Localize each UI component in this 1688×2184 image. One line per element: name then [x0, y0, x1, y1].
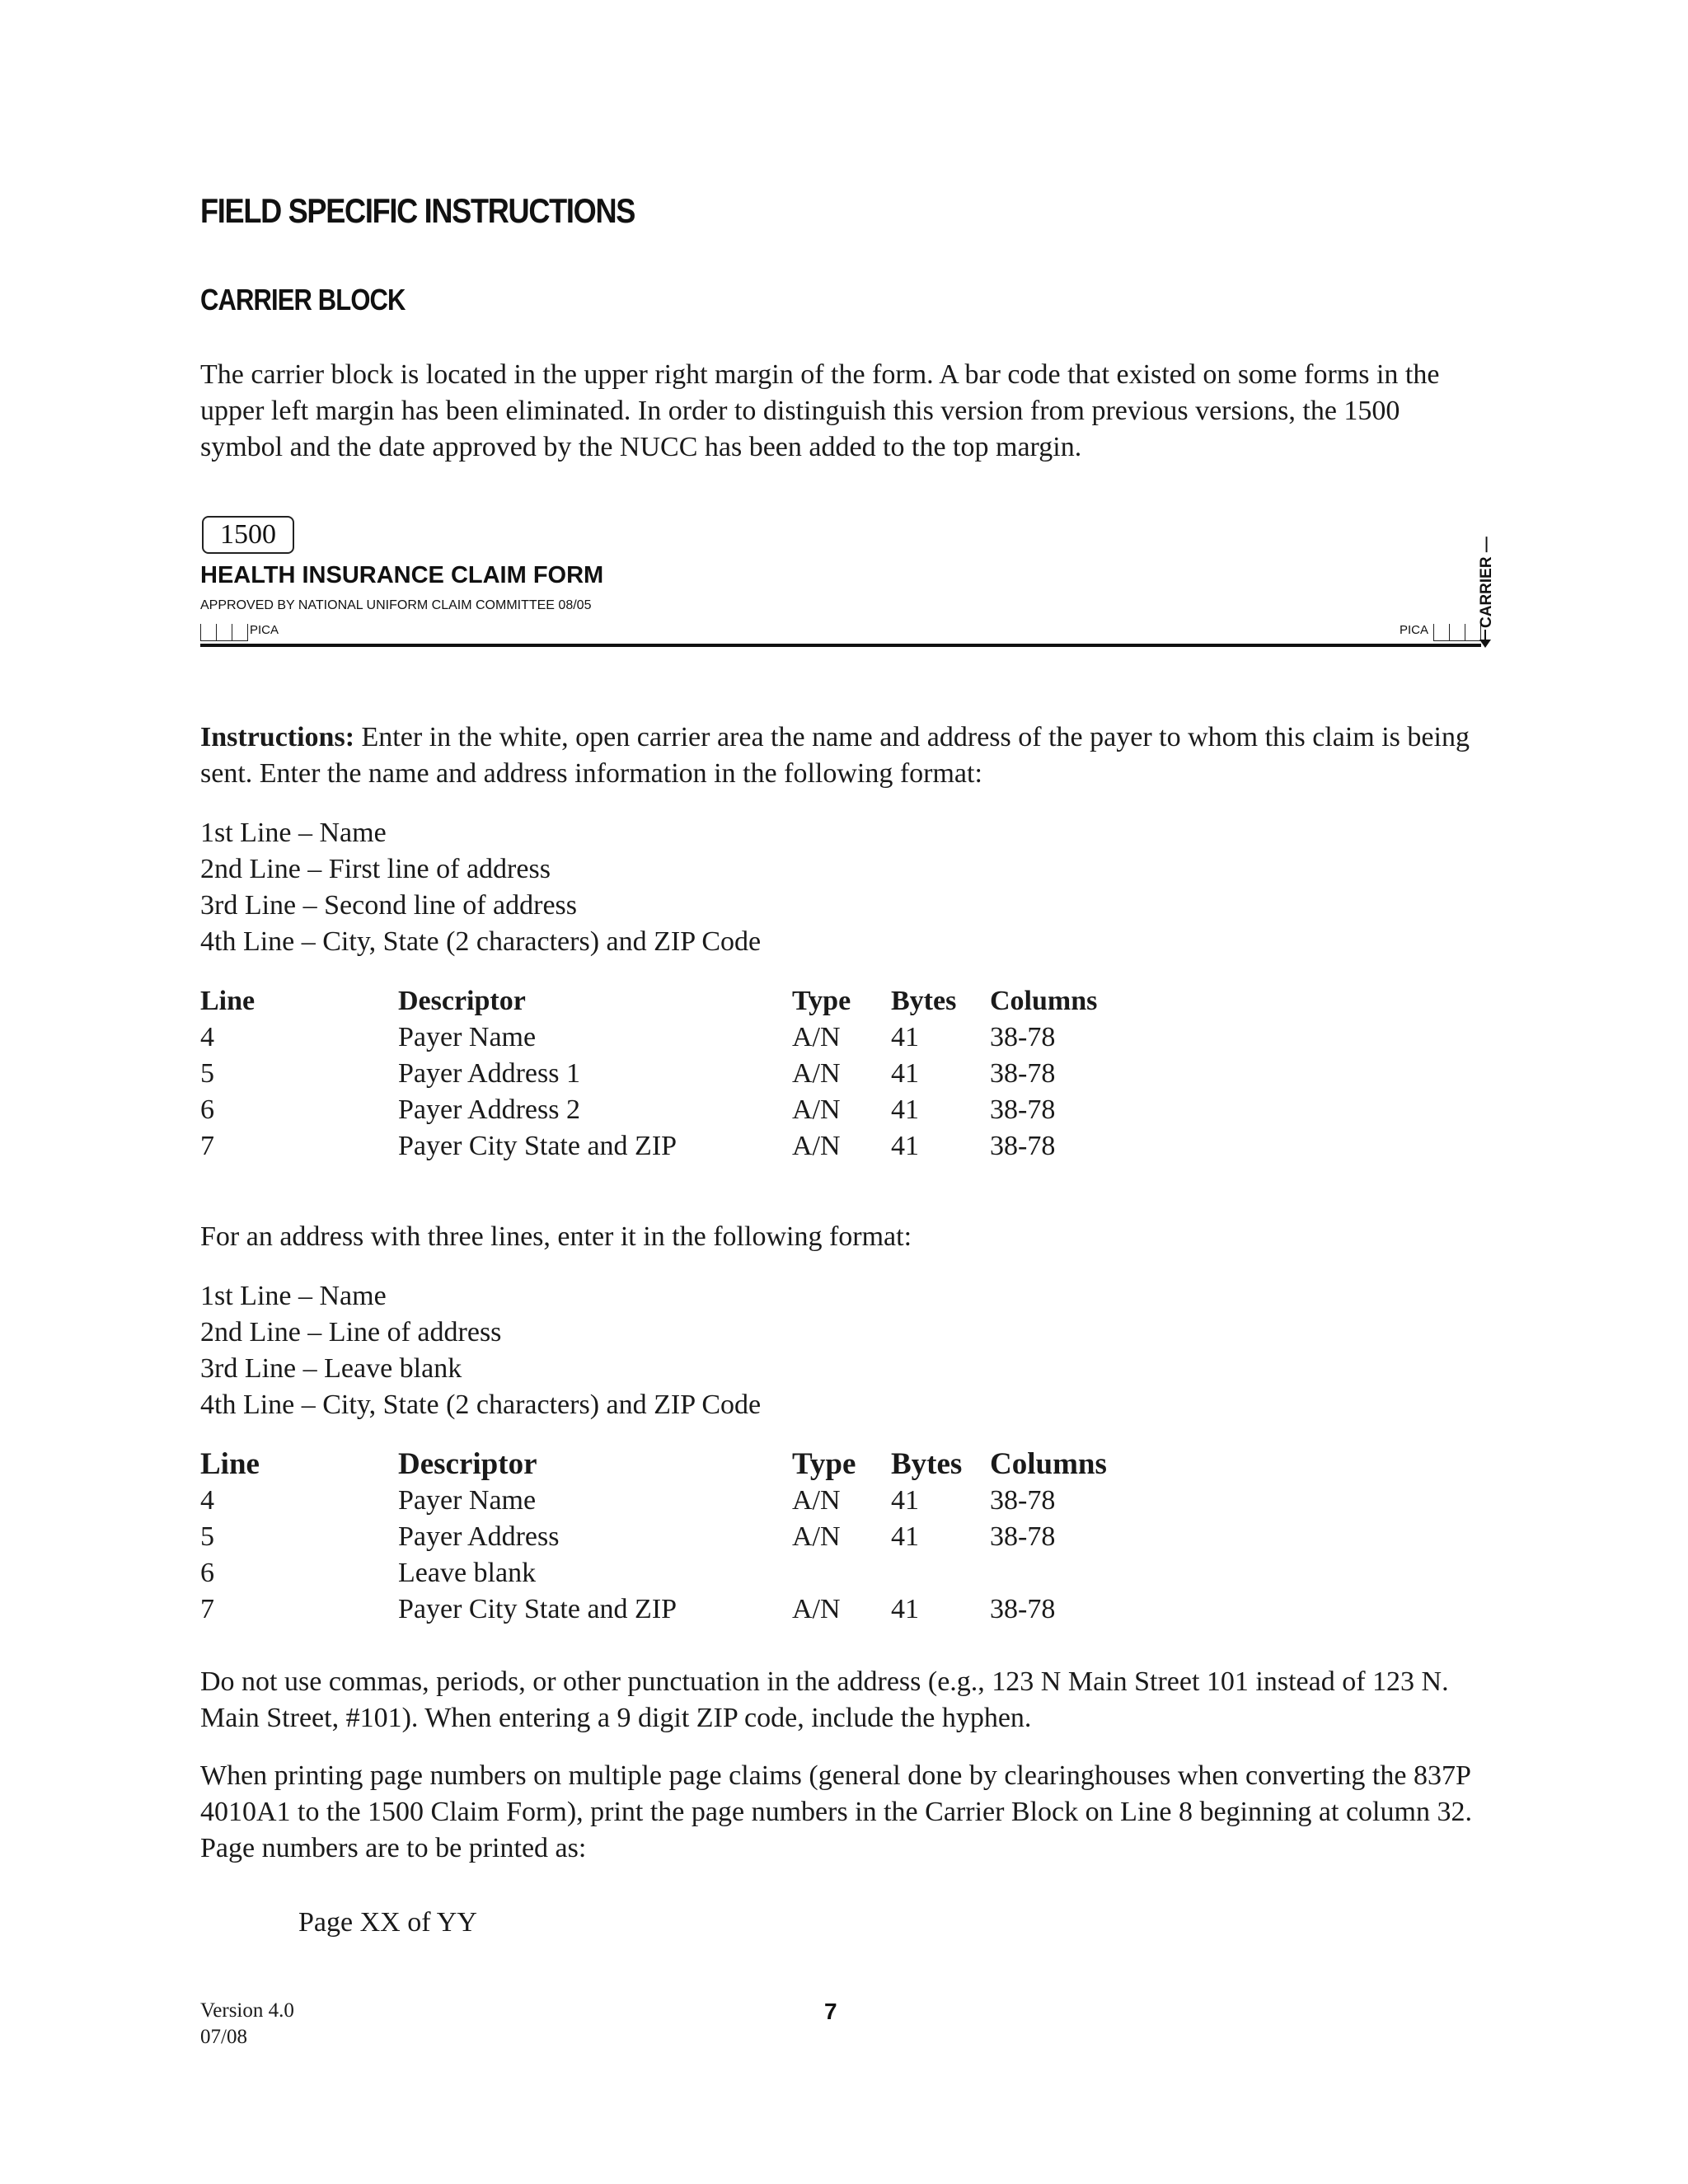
pica-right — [1400, 623, 1481, 641]
carrier-label: CARRIER — — [1478, 537, 1495, 628]
cell-descriptor: Payer City State and ZIP — [398, 1594, 678, 1624]
cell-bytes — [891, 1555, 990, 1591]
form-top-rule — [200, 644, 1481, 647]
cell-columns: 38-78 — [990, 1058, 1056, 1089]
cell-line: 7 — [200, 1131, 214, 1161]
column-header-descriptor: Descriptor — [398, 1447, 537, 1481]
cell-bytes: 41 — [891, 1131, 919, 1161]
cell-columns: 38-78 — [990, 1485, 1056, 1516]
cell-columns: 38-78 — [990, 1131, 1056, 1161]
cell-columns: 38-78 — [990, 1521, 1056, 1552]
cell-columns: 38-78 — [990, 1594, 1056, 1624]
column-header-type: Type — [792, 986, 851, 1016]
carrier-marker — [1471, 516, 1503, 648]
column-header-bytes: Bytes — [891, 1447, 963, 1481]
cell-bytes: 41 — [891, 1022, 919, 1052]
table-header-row — [200, 1446, 1155, 1483]
list-item: 1st Line – Name — [200, 1281, 387, 1311]
cell-descriptor: Payer Address 1 — [398, 1058, 580, 1089]
list-item: 2nd Line – Line of address — [200, 1317, 502, 1347]
cell-columns — [990, 1555, 1155, 1591]
page-number: 7 — [824, 1999, 837, 2024]
list-item: 3rd Line – Second line of address — [200, 890, 577, 921]
cell-descriptor: Payer Address 2 — [398, 1094, 580, 1125]
instructions-label: Instructions: — [200, 722, 355, 752]
cell-line: 4 — [200, 1022, 214, 1052]
column-header-descriptor: Descriptor — [398, 986, 526, 1016]
cell-line: 7 — [200, 1594, 214, 1624]
page-title: FIELD SPECIFIC INSTRUCTIONS — [200, 191, 635, 230]
cell-line: 5 — [200, 1521, 214, 1552]
three-line-intro: For an address with three lines, enter it in the following format: — [200, 1221, 912, 1252]
cell-columns: 38-78 — [990, 1022, 1056, 1052]
column-header-bytes: Bytes — [891, 986, 957, 1016]
footer-version-block — [200, 1998, 294, 2050]
cell-bytes: 41 — [891, 1594, 919, 1624]
cell-bytes: 41 — [891, 1058, 919, 1089]
pica-left-label: PICA — [250, 623, 279, 637]
paging-note: When printing page numbers on multiple page claims (general done by clearinghouses when converting the 837P 4010A1 to the 1500 Claim Form), print the page numbers in the Carrier Block on Line 8 beginning at column 32. Page numbers are to be printed as: — [200, 1760, 1472, 1863]
instructions-paragraph — [200, 719, 1486, 792]
list-item: 3rd Line – Leave blank — [200, 1353, 462, 1384]
table-header-row — [200, 983, 1155, 1019]
cell-descriptor: Payer Name — [398, 1022, 537, 1052]
cell-type: A/N — [792, 1485, 841, 1516]
cell-descriptor: Leave blank — [398, 1558, 537, 1588]
table-row — [200, 1056, 1155, 1092]
table-row — [200, 1519, 1155, 1555]
cell-bytes: 41 — [891, 1094, 919, 1125]
column-header-line: Line — [200, 986, 256, 1016]
section-title: CARRIER BLOCK — [200, 283, 406, 316]
cell-type: A/N — [792, 1058, 841, 1089]
cell-descriptor: Payer Address — [398, 1521, 560, 1552]
footer-date: 07/08 — [200, 2026, 247, 2048]
format-list-three-lines — [200, 1278, 761, 1423]
table-row — [200, 1591, 1155, 1628]
cell-type: A/N — [792, 1094, 841, 1125]
form-number-badge: 1500 — [202, 516, 294, 554]
format-list-four-lines — [200, 815, 761, 960]
spec-table-three-lines — [200, 1446, 1155, 1628]
list-item: 4th Line – City, State (2 characters) and ZIP Code — [200, 926, 762, 957]
cell-type: A/N — [792, 1131, 841, 1161]
cell-line: 4 — [200, 1485, 214, 1516]
cell-line: 6 — [200, 1558, 214, 1588]
table-row — [200, 1128, 1155, 1165]
column-header-type: Type — [792, 1447, 856, 1481]
cell-descriptor: Payer City State and ZIP — [398, 1131, 678, 1161]
cell-columns: 38-78 — [990, 1094, 1056, 1125]
footer-version: Version 4.0 — [200, 1999, 294, 2022]
column-header-columns: Columns — [990, 1447, 1107, 1481]
list-item: 1st Line – Name — [200, 818, 387, 848]
claim-form-header-illustration — [200, 516, 1503, 656]
cell-type: A/N — [792, 1521, 841, 1552]
instructions-text: Enter in the white, open carrier area the name and address of the payer to whom this claim is being sent. Enter the name and address information in the following format: — [200, 722, 1470, 789]
form-title: HEALTH INSURANCE CLAIM FORM — [200, 562, 604, 588]
down-arrow-icon — [1479, 640, 1491, 648]
pica-left-boxes — [200, 624, 248, 641]
cell-bytes: 41 — [891, 1521, 919, 1552]
cell-line: 6 — [200, 1094, 214, 1125]
punctuation-note: Do not use commas, periods, or other punctuation in the address (e.g., 123 N Main Street 101 instead of 123 N. Main Street, #101). When entering a 9 digit ZIP code, include the hyphen. — [200, 1666, 1449, 1733]
intro-paragraph: The carrier block is located in the upper right margin of the form. A bar code that existed on some forms in the upper left margin has been eliminated. In order to distinguish this version from previous versions, the 1500 symbol and the date approved by the NUCC has been added to the top margin. — [200, 359, 1440, 462]
pica-right-label: PICA — [1399, 623, 1428, 637]
table-row — [200, 1019, 1155, 1056]
list-item: 4th Line – City, State (2 characters) and ZIP Code — [200, 1390, 762, 1420]
spec-table-four-lines — [200, 983, 1155, 1165]
cell-bytes: 41 — [891, 1485, 919, 1516]
table-row — [200, 1555, 1155, 1591]
table-row — [200, 1092, 1155, 1128]
cell-type: A/N — [792, 1022, 841, 1052]
cell-type — [792, 1555, 891, 1591]
pica-left — [200, 623, 279, 641]
cell-line: 5 — [200, 1058, 214, 1089]
cell-type: A/N — [792, 1594, 841, 1624]
column-header-columns: Columns — [990, 986, 1098, 1016]
page-number-format: Page XX of YY — [298, 1907, 477, 1938]
column-header-line: Line — [200, 1447, 260, 1481]
form-approval-note: APPROVED BY NATIONAL UNIFORM CLAIM COMMITTEE 08/05 — [200, 598, 592, 612]
list-item: 2nd Line – First line of address — [200, 854, 551, 884]
cell-descriptor: Payer Name — [398, 1485, 537, 1516]
table-row — [200, 1483, 1155, 1519]
